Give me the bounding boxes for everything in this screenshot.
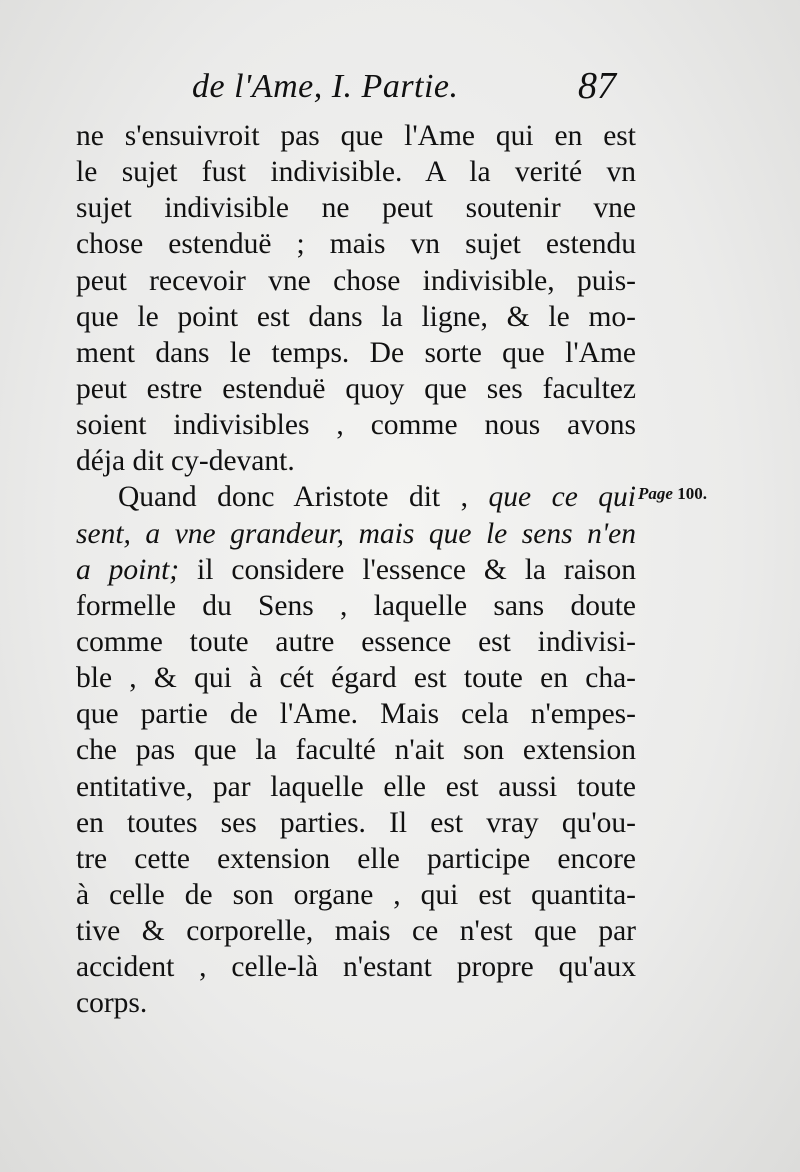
text-line: soient indivisibles , comme nous avons <box>76 409 636 442</box>
text-line: déja dit cy-devant. <box>76 445 295 478</box>
text-line <box>76 479 636 515</box>
text-line: peut recevoir vne chose indivisible, puis- <box>76 264 636 297</box>
text-line: entitative, par laquelle elle est aussi toute <box>76 770 636 803</box>
running-title: de l'Ame, I. Partie. <box>192 68 459 105</box>
text-line: formelle du Sens , laquelle sans doute <box>76 589 636 622</box>
text-line: tre cette extension elle participe encore <box>76 842 636 875</box>
text-line <box>76 552 636 588</box>
text-line: sujet indivisible ne peut soutenir vne <box>76 192 636 225</box>
page-header <box>0 62 800 112</box>
text-line: peut estre estenduë quoy que ses facultez <box>76 372 636 405</box>
text-line: tive & corporelle, mais ce n'est que par <box>76 915 636 948</box>
margin-note-number: 100. <box>677 484 707 503</box>
text-line: che pas que la faculté n'ait son extension <box>76 734 636 767</box>
quotation-italic-line: sent, a vne grandeur, mais que le sens n'en <box>76 517 636 550</box>
text-line: le sujet fust indivisible. A la verité vn <box>76 156 636 189</box>
text-line: accident , celle-là n'estant propre qu'aux <box>76 951 636 984</box>
text-line: chose estenduë ; mais vn sujet estendu <box>76 228 636 261</box>
margin-note-word: Page <box>638 484 673 503</box>
text-line: ment dans le temps. De sorte que l'Ame <box>76 336 636 369</box>
margin-note <box>638 484 707 504</box>
text-segment: Quand donc Aristote dit , <box>118 481 489 514</box>
text-line: que le point est dans la ligne, & le mo- <box>76 300 636 333</box>
quotation-italic: que ce qui <box>488 481 637 514</box>
text-line: que partie de l'Ame. Mais cela n'empes- <box>76 698 636 731</box>
text-line: corps. <box>76 987 148 1020</box>
page-number: 87 <box>578 65 616 107</box>
quotation-italic: a point; <box>76 553 180 586</box>
text-line: à celle de son organe , qui est quantita- <box>76 878 636 911</box>
text-line: ne s'ensuivroit pas que l'Ame qui en est <box>76 120 636 152</box>
text-segment: il considere l'essence & la raison <box>179 553 636 586</box>
text-line: comme toute autre essence est indivisi- <box>76 625 636 658</box>
text-line: ble , & qui à cét égard est toute en cha- <box>76 662 636 695</box>
text-line: en toutes ses parties. Il est vray qu'ou- <box>76 806 636 839</box>
body-text <box>76 118 636 1022</box>
